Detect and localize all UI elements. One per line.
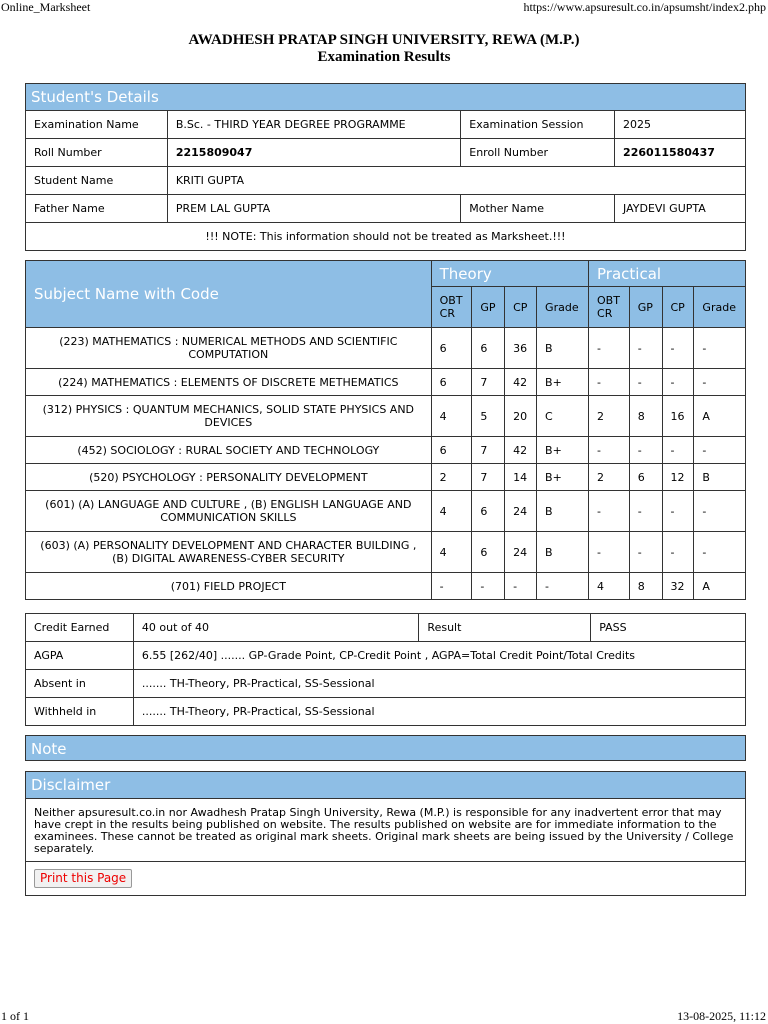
theory-gp-cell: 6 [472,491,505,532]
table-row [26,532,746,573]
not-marksheet-note: !!! NOTE: This information should not be treated as Marksheet.!!! [26,223,746,251]
table-row [26,369,746,396]
theory-obt-cr-cell: 6 [431,328,472,369]
subject-name-cell: (312) PHYSICS : QUANTUM MECHANICS, SOLID STATE PHYSICS AND DEVICES [26,396,432,437]
table-row [26,328,746,369]
student-name-value: KRITI GUPTA [167,167,745,195]
practical-obt-cr-cell: - [589,369,630,396]
practical-gp-cell: - [629,437,662,464]
student-details-table [25,83,746,251]
practical-gp-cell: - [629,532,662,573]
roll-number-label: Roll Number [26,139,168,167]
result-value: PASS [591,614,746,642]
theory-gp-cell: - [472,573,505,600]
disclaimer-title: Disclaimer [26,772,745,799]
enroll-number-label: Enroll Number [461,139,615,167]
print-footer [0,1008,768,1024]
exam-session-label: Examination Session [461,111,615,139]
table-row [26,670,746,698]
col-header: Grade [537,287,589,328]
page-subtitle: Examination Results [317,49,451,65]
table-row [26,167,746,195]
theory-gp-cell: 5 [472,396,505,437]
agpa-value: 6.55 [262/40] ....... GP-Grade Point, CP-Credit Point , AGPA=Total Credit Point/Total Credits [133,642,745,670]
theory-obt-cr-cell: 6 [431,369,472,396]
print-header-url: https://www.apsuresult.co.in/apsumsht/index2.php [523,0,766,14]
table-row [26,464,746,491]
credit-earned-value: 40 out of 40 [133,614,419,642]
practical-grade-cell: - [694,491,746,532]
absent-label: Absent in [26,670,134,698]
print-timestamp: 13-08-2025, 11:12 [677,1009,766,1023]
withheld-value: ....... TH-Theory, PR-Practical, SS-Sessional [133,698,745,726]
col-header: CP [505,287,537,328]
theory-cp-cell: 24 [505,491,537,532]
theory-grade-cell: B+ [537,464,589,491]
credit-earned-label: Credit Earned [26,614,134,642]
practical-grade-cell: - [694,369,746,396]
theory-obt-cr-cell: - [431,573,472,600]
practical-cp-cell: 32 [662,573,694,600]
page-title [0,32,768,66]
theory-grade-cell: B [537,491,589,532]
practical-cp-cell: - [662,532,694,573]
col-header: GP [629,287,662,328]
practical-cp-cell: - [662,491,694,532]
theory-cp-cell: 42 [505,437,537,464]
print-header-title: Online_Marksheet [1,0,91,14]
exam-name-value: B.Sc. - THIRD YEAR DEGREE PROGRAMME [167,111,460,139]
practical-gp-cell: 6 [629,464,662,491]
practical-cp-cell: 16 [662,396,694,437]
theory-gp-cell: 7 [472,369,505,396]
table-row [26,111,746,139]
theory-cp-cell: 36 [505,328,537,369]
practical-cp-cell: - [662,369,694,396]
practical-cp-cell: - [662,328,694,369]
print-header [0,0,768,16]
practical-obt-cr-cell: - [589,437,630,464]
absent-value: ....... TH-Theory, PR-Practical, SS-Sessional [133,670,745,698]
roll-number-value: 2215809047 [167,139,460,167]
practical-gp-cell: - [629,328,662,369]
father-name-label: Father Name [26,195,168,223]
mother-name-label: Mother Name [461,195,615,223]
theory-grade-cell: B+ [537,369,589,396]
disclaimer-section [25,771,746,896]
table-row [26,698,746,726]
mother-name-value: JAYDEVI GUPTA [615,195,746,223]
exam-session-value: 2025 [615,111,746,139]
table-row [26,437,746,464]
practical-gp-cell: - [629,369,662,396]
practical-grade-cell: - [694,532,746,573]
practical-gp-cell: 8 [629,573,662,600]
practical-grade-cell: - [694,437,746,464]
table-row [26,573,746,600]
exam-name-label: Examination Name [26,111,168,139]
student-name-label: Student Name [26,167,168,195]
table-row [26,614,746,642]
table-row [26,396,746,437]
practical-cp-cell: - [662,437,694,464]
theory-cp-cell: 42 [505,369,537,396]
practical-grade-cell: A [694,396,746,437]
theory-grade-cell: B+ [537,437,589,464]
practical-cp-cell: 12 [662,464,694,491]
theory-cp-cell: 24 [505,532,537,573]
student-details-title: Student's Details [26,84,746,111]
theory-cp-cell: 20 [505,396,537,437]
father-name-value: PREM LAL GUPTA [167,195,460,223]
col-header: CP [662,287,694,328]
practical-obt-cr-cell: 2 [589,464,630,491]
theory-gp-cell: 6 [472,328,505,369]
subject-header: Subject Name with Code [26,261,432,328]
theory-obt-cr-cell: 2 [431,464,472,491]
table-row [26,195,746,223]
enroll-number-value: 226011580437 [615,139,746,167]
theory-grade-cell: B [537,328,589,369]
subject-name-cell: (601) (A) LANGUAGE AND CULTURE , (B) ENGLISH LANGUAGE AND COMMUNICATION SKILLS [26,491,432,532]
print-page-button[interactable]: Print this Page [34,869,132,888]
theory-gp-cell: 7 [472,464,505,491]
practical-obt-cr-cell: - [589,328,630,369]
theory-obt-cr-cell: 4 [431,396,472,437]
theory-grade-cell: C [537,396,589,437]
col-header: Grade [694,287,746,328]
practical-obt-cr-cell: 2 [589,396,630,437]
theory-cp-cell: 14 [505,464,537,491]
subject-name-cell: (223) MATHEMATICS : NUMERICAL METHODS AND SCIENTIFIC COMPUTATION [26,328,432,369]
practical-obt-cr-cell: - [589,532,630,573]
practical-grade-cell: B [694,464,746,491]
practical-gp-cell: - [629,491,662,532]
marks-table [25,260,746,600]
note-title: Note [25,735,746,761]
theory-obt-cr-cell: 6 [431,437,472,464]
subject-name-cell: (520) PSYCHOLOGY : PERSONALITY DEVELOPMENT [26,464,432,491]
page-count: 1 of 1 [1,1009,29,1023]
practical-header: Practical [589,261,746,287]
theory-header: Theory [431,261,588,287]
withheld-label: Withheld in [26,698,134,726]
table-row [26,139,746,167]
col-header: OBT CR [589,287,630,328]
subject-name-cell: (224) MATHEMATICS : ELEMENTS OF DISCRETE METHEMATICS [26,369,432,396]
student-details-section [25,83,746,251]
agpa-label: AGPA [26,642,134,670]
table-row [26,491,746,532]
university-name: AWADHESH PRATAP SINGH UNIVERSITY, REWA (M.P.) [188,32,580,48]
theory-gp-cell: 7 [472,437,505,464]
practical-obt-cr-cell: - [589,491,630,532]
subject-name-cell: (603) (A) PERSONALITY DEVELOPMENT AND CHARACTER BUILDING , (B) DIGITAL AWARENESS-CYBER SECURITY [26,532,432,573]
marks-section [25,260,746,600]
practical-grade-cell: A [694,573,746,600]
practical-gp-cell: 8 [629,396,662,437]
theory-obt-cr-cell: 4 [431,532,472,573]
theory-gp-cell: 6 [472,532,505,573]
disclaimer-text: Neither apsuresult.co.in nor Awadhesh Pratap Singh University, Rewa (M.P.) is responsible for any inadvertent error that may have crept in the results being published on website. The results published on website are for immediate information to the examinees. These cannot be treated as original mark sheets. Original mark sheets are being issued by the University / College separately. [26,799,745,862]
summary-section [25,613,746,726]
theory-obt-cr-cell: 4 [431,491,472,532]
summary-table [25,613,746,726]
subject-name-cell: (701) FIELD PROJECT [26,573,432,600]
subject-name-cell: (452) SOCIOLOGY : RURAL SOCIETY AND TECHNOLOGY [26,437,432,464]
col-header: OBT CR [431,287,472,328]
theory-grade-cell: - [537,573,589,600]
theory-cp-cell: - [505,573,537,600]
practical-grade-cell: - [694,328,746,369]
practical-obt-cr-cell: 4 [589,573,630,600]
result-label: Result [419,614,591,642]
col-header: GP [472,287,505,328]
table-row [26,642,746,670]
theory-grade-cell: B [537,532,589,573]
